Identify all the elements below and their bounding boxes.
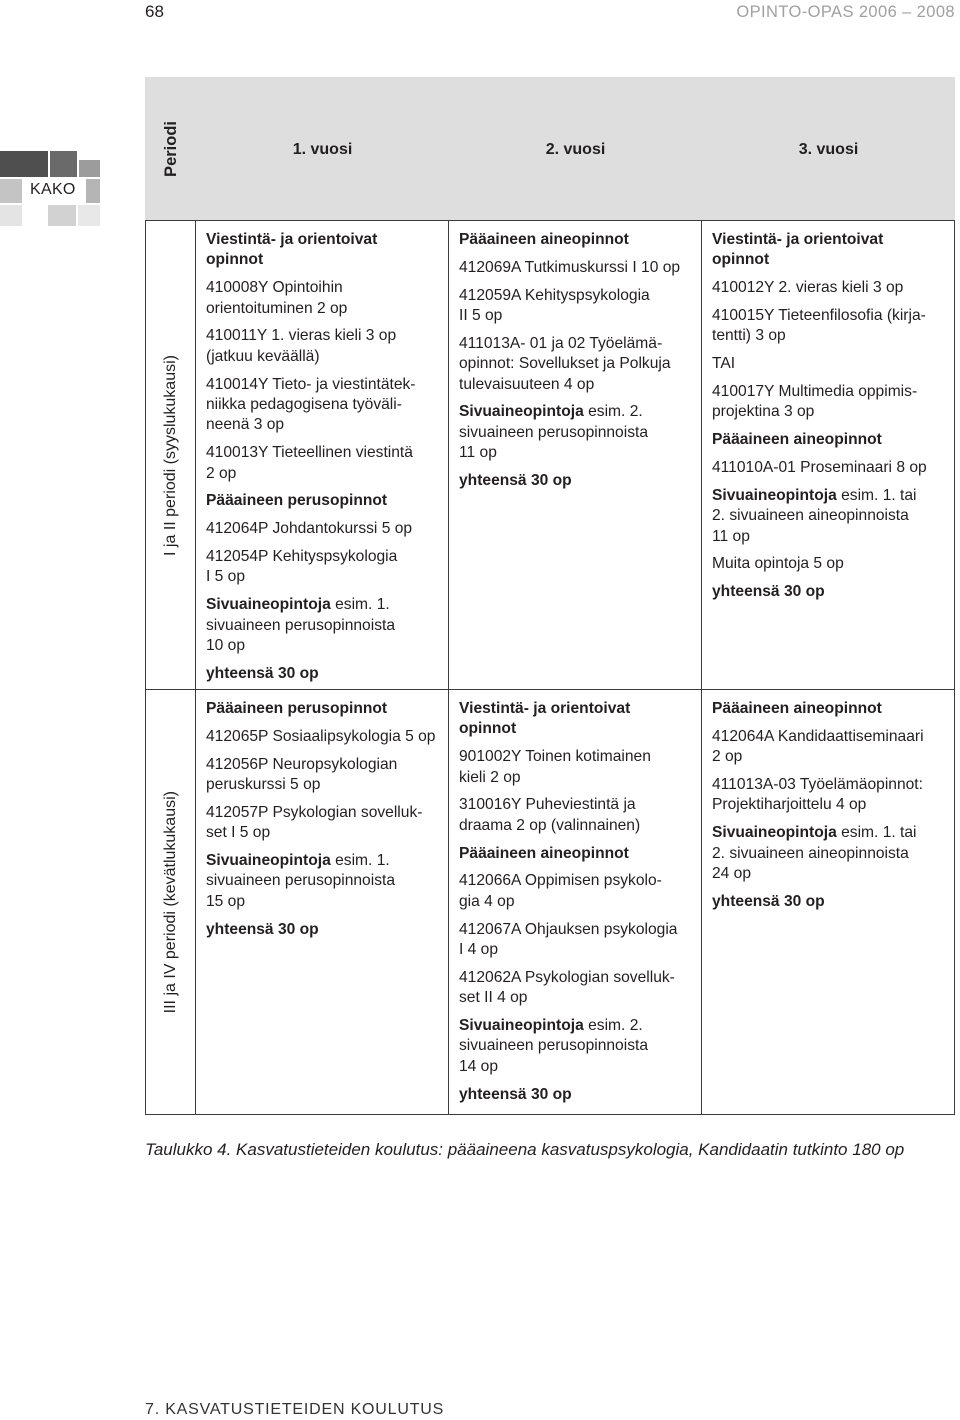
course-entry: 411013A- 01 ja 02 Työelämä- opinnot: Sovellukset ja Polkuja tulevaisuuteen 4 op [459,334,671,393]
logo-tile [0,151,48,177]
minor-subject-note [712,486,948,547]
page-number: 68 [145,2,164,21]
section-heading: Pääaineen aineopinnot [712,700,882,717]
section-footer: 7. KASVATUSTIETEIDEN KOULUTUS [145,1401,445,1418]
logo-text: KAKO [30,181,76,198]
year-header-3: 3. vuosi [798,141,859,158]
course-entry: 412056P Neuropsykologian peruskurssi 5 op [206,755,398,793]
period-label-cell [146,221,196,690]
section-heading: Pääaineen perusopinnot [206,492,388,510]
minor-subject-text: esim. 2. sivuaineen perusopinnoista 14 op [459,1017,648,1075]
logo-tile [79,160,100,177]
course-entry: 412067A Ohjauksen psykologia I 4 op [459,920,678,959]
period-label: III ja IV periodi (kevätlukukausi) [161,790,179,1014]
course-entry: 410014Y Tieto- ja viestintätek- niikka pedagogisena työväli- neenä 3 op [206,375,416,434]
minor-subject-note [459,1016,695,1077]
section-heading: Viestintä- ja orientoivat opinnot [459,700,631,738]
course-entry: 412059A Kehityspsykologia II 5 op [459,286,650,324]
minor-subject-note [459,402,695,463]
minor-subject-label: Sivuaineopintoja [712,824,837,842]
section-heading: Pääaineen aineopinnot [459,231,629,248]
minor-subject-text: esim. 1. tai 2. sivuaineen aineopinnoista 24 op [712,824,917,883]
period-column-label: Periodi [161,120,180,177]
course-entry: 412069A Tutkimuskurssi I 10 op [459,258,681,276]
course-entry: 412064A Kandidaattiseminaari 2 op [712,727,924,766]
minor-subject-text: esim. 1. tai 2. sivuaineen aineopinnoista 11 op [712,486,917,545]
course-entry: TAI [712,355,736,373]
credit-total: yhteensä 30 op [459,1085,572,1103]
minor-subject-label: Sivuaineopintoja [459,403,584,421]
logo-tile [78,205,100,226]
section-heading: Pääaineen aineopinnot [712,431,882,449]
course-entry: 411010A-01 Proseminaari 8 op [712,459,927,476]
year-2-spring-cell [449,690,702,1115]
course-entry: 410008Y Opintoihin orientoituminen 2 op [206,279,348,317]
running-header: OPINTO-OPAS 2006 – 2008 [736,3,955,21]
logo-tile [50,151,77,177]
logo-tile [86,179,100,203]
section-heading: Viestintä- ja orientoivat opinnot [206,231,378,269]
year-header-2: 2. vuosi [545,141,606,158]
course-entry: 410012Y 2. vieras kieli 3 op [712,279,904,297]
logo-tile [0,205,22,226]
course-entry: 410017Y Multimedia oppimis- projektina 3 op [712,383,918,421]
minor-subject-label: Sivuaineopintoja [206,852,331,869]
study-plan-table [145,220,955,1115]
credit-total: yhteensä 30 op [206,664,319,682]
course-entry: 410013Y Tieteellinen viestintä 2 op [206,444,413,482]
credit-total: yhteensä 30 op [206,920,319,938]
minor-subject-note [206,851,442,912]
period-label-cell [146,690,196,1115]
table-caption: Taulukko 4. Kasvatustieteiden koulutus: pääaineena kasvatuspsykologia, Kandidaatin tutkinto 180 op [145,1140,905,1159]
course-entry: 412057P Psykologian sovelluk- set I 5 op [206,803,423,842]
course-entry: 410011Y 1. vieras kieli 3 op (jatkuu keväällä) [206,327,397,365]
minor-subject-note [206,595,442,656]
logo-tile [0,179,22,203]
minor-subject-label: Sivuaineopintoja [206,596,331,614]
credit-total: yhteensä 30 op [712,892,825,910]
logo-tile [48,205,76,226]
minor-subject-text: esim. 1. sivuaineen perusopinnoista 15 op [206,852,395,910]
course-entry: 310016Y Puheviestintä ja draama 2 op (valinnainen) [459,796,641,834]
course-entry: 412054P Kehityspsykologia I 5 op [206,548,398,586]
credit-total: yhteensä 30 op [712,583,825,601]
period-label: I ja II periodi (syyslukukausi) [161,354,179,556]
credit-total: yhteensä 30 op [459,472,572,490]
minor-subject-note [712,823,948,884]
year-3-autumn-cell [702,221,955,690]
year-3-spring-cell [702,690,955,1115]
course-entry: 412064P Johdantokurssi 5 op [206,520,413,538]
year-header-1: 1. vuosi [292,141,353,158]
section-heading: Pääaineen aineopinnot [459,844,629,862]
period-column-header [145,77,196,220]
course-entry: 412065P Sosiaalipsykologia 5 op [206,727,436,745]
course-entry: 412062A Psykologian sovelluk- set II 4 op [459,968,675,1007]
section-heading: Viestintä- ja orientoivat opinnot [712,231,884,269]
minor-subject-label: Sivuaineopintoja [459,1017,584,1035]
year-1-spring-cell [196,690,449,1115]
course-entry: Muita opintoja 5 op [712,555,844,573]
course-entry: 411013A-03 Työelämäopinnot: Projektiharjoittelu 4 op [712,776,923,814]
minor-subject-label: Sivuaineopintoja [712,486,837,504]
course-entry: 410015Y Tieteenfilosofia (kirja- tentti) 3 op [712,307,926,345]
kako-logo [0,150,100,227]
minor-subject-text: esim. 2. sivuaineen perusopinnoista 11 op [459,403,648,462]
minor-subject-text: esim. 1. sivuaineen perusopinnoista 10 op [206,596,395,655]
course-entry: 901002Y Toinen kotimainen kieli 2 op [459,748,651,786]
year-2-autumn-cell [449,221,702,690]
course-entry: 412066A Oppimisen psykolo- gia 4 op [459,872,662,910]
year-1-autumn-cell [196,221,449,690]
section-heading: Pääaineen perusopinnot [206,700,388,717]
table-header [145,77,955,220]
